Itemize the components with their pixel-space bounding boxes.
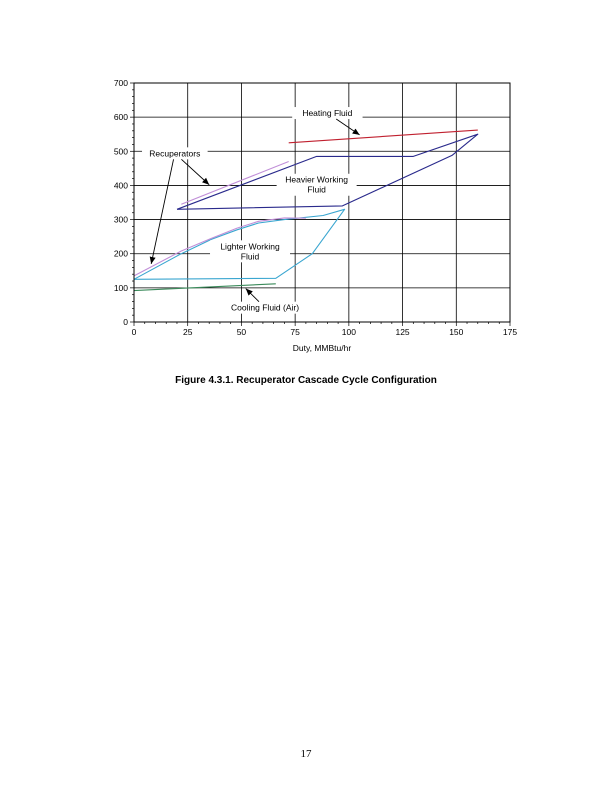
series-line-5 [181, 162, 288, 205]
series-line-1 [177, 134, 478, 209]
x-axis-title: Duty, MMBtu/hr [292, 343, 352, 353]
y-tick-label-0: 0 [123, 317, 128, 327]
x-tick-label-2: 50 [236, 327, 247, 337]
x-tick-label-7: 175 [502, 327, 518, 337]
y-tick-label-1: 100 [113, 282, 128, 293]
x-tick-label-6: 150 [449, 327, 464, 337]
annotation-label-3-1: Fluid [240, 251, 260, 262]
y-tick-label-4: 400 [113, 180, 128, 191]
x-tick-label-4: 100 [341, 327, 356, 337]
y-tick-label-6: 600 [113, 112, 128, 123]
figure-caption: Figure 4.3.1. Recuperator Cascade Cycle Configuration [175, 375, 437, 386]
annotation-arrow-1-0 [181, 159, 209, 184]
annotation-label-2-0: Heavier Working [285, 174, 348, 185]
x-tick-label-5: 125 [395, 327, 410, 337]
annotation-arrow-4-0 [246, 289, 259, 302]
axes [114, 78, 518, 353]
y-tick-label-3: 300 [113, 214, 128, 225]
x-tick-label-1: 25 [182, 327, 193, 337]
annotation-arrow-1-1 [151, 159, 173, 264]
y-tick-label-5: 500 [113, 146, 128, 157]
annotation-label-1-0: Recuperators [149, 148, 201, 159]
series-line-3 [134, 284, 276, 291]
annotation-arrow-0-0 [336, 119, 359, 135]
x-tick-label-3: 75 [290, 327, 300, 337]
y-tick-label-2: 200 [113, 248, 128, 259]
annotation-label-2-1: Fluid [307, 184, 326, 195]
annotation-label-3-0: Lighter Working [220, 241, 280, 252]
x-tick-label-0: 0 [131, 327, 137, 337]
page-number: 17 [300, 748, 312, 760]
series-line-0 [289, 130, 478, 143]
y-tick-label-7: 700 [113, 78, 128, 88]
annotations [142, 107, 363, 314]
annotation-label-4-0: Cooling Fluid (Air) [231, 302, 300, 313]
annotation-label-0-0: Heating Fluid [302, 108, 353, 119]
